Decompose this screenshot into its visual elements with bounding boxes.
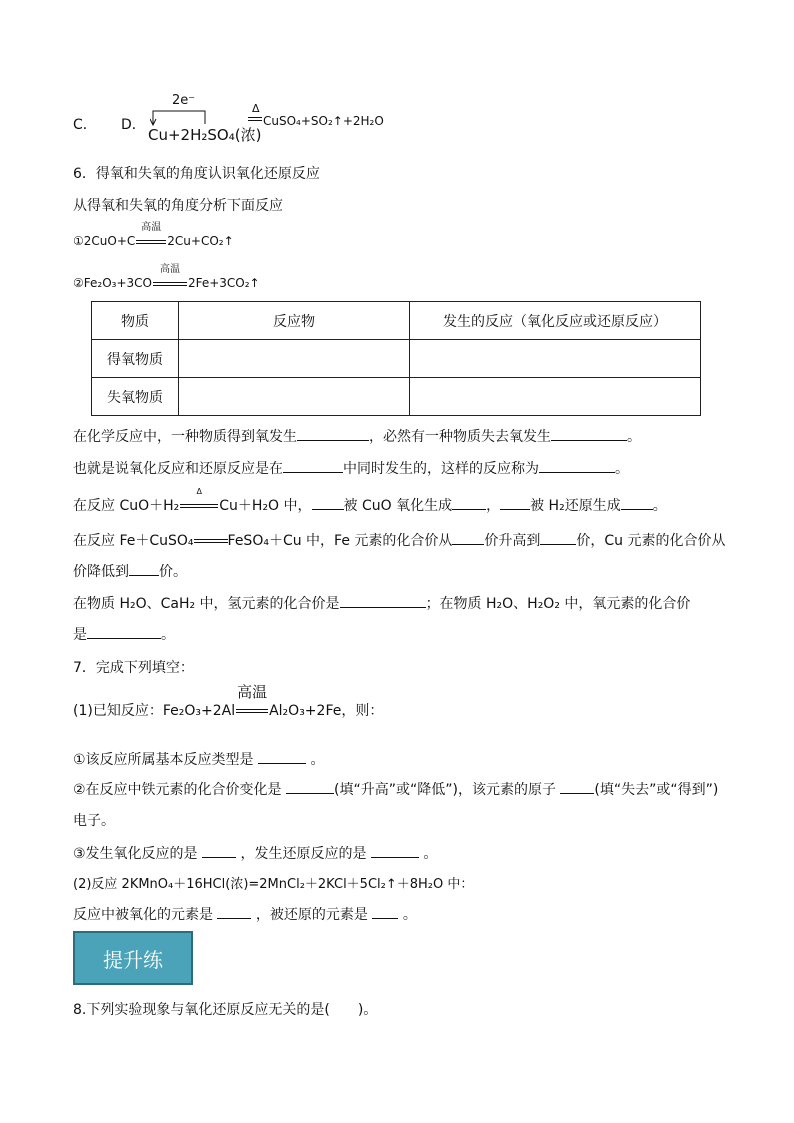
answer-blank[interactable] (217, 904, 251, 919)
table-header-row (92, 302, 701, 340)
answer-blank[interactable] (87, 624, 161, 639)
answer-blank[interactable] (621, 495, 653, 510)
answer-blank[interactable] (452, 530, 484, 545)
q7-sub-3: ③发生氧化反应的是 ，发生还原反应的是 。 (73, 843, 437, 863)
answer-blank[interactable] (551, 426, 627, 441)
table-cell[interactable] (410, 378, 701, 416)
q6-title: 6．得氧和失氧的角度认识氧化还原反应 (73, 166, 320, 182)
q7-sub-2: ②在反应中铁元素的化合价变化是 (填“升高”或“降低”)，该元素的原子 (填“失去”或“得到”) (73, 779, 718, 799)
answer-blank[interactable] (312, 495, 344, 510)
answer-blank[interactable] (202, 843, 236, 858)
q6-line-5: 价降低到 价。 (73, 561, 187, 581)
q6-line-6: 在物质 H₂O、CaH₂ 中，氢元素的化合价是 ；在物质 H₂O、H₂O₂ 中，氧元素的化合价 (73, 593, 690, 613)
answer-blank[interactable] (560, 779, 594, 794)
reaction-1: ①2CuO+C 高温 2Cu+CO₂↑ (73, 222, 234, 248)
q6-line-4: 在反应 Fe＋CuSO₄ FeSO₄＋Cu 中，Fe 元素的化合价从 价升高到 价，Cu 元素的化合价从 (73, 530, 726, 550)
answer-blank[interactable] (371, 843, 419, 858)
table-header: 发生的反应（氧化反应或还原反应） (410, 302, 701, 340)
answer-blank[interactable] (129, 561, 159, 576)
section-banner: 提升练 (73, 931, 193, 985)
q7-sub-1: ①该反应所属基本反应类型是 。 (73, 749, 324, 769)
answer-blank[interactable] (500, 495, 530, 510)
q8-question: 8.下列实验现象与氧化还原反应无关的是( )。 (73, 1002, 378, 1018)
table-header: 物质 (92, 302, 179, 340)
q6-intro: 从得氧和失氧的角度分析下面反应 (73, 198, 283, 214)
q5-equation-left: Cu+2H₂SO₄(浓) (148, 126, 262, 144)
answer-blank[interactable] (258, 749, 306, 764)
answer-blank[interactable] (452, 495, 486, 510)
oxygen-table (91, 301, 701, 416)
electron-transfer-label: 2e⁻ (172, 93, 196, 108)
answer-blank[interactable] (297, 426, 369, 441)
q6-line-1: 在化学反应中，一种物质得到氧发生 ，必然有一种物质失去氧发生 。 (73, 426, 641, 446)
answer-blank[interactable] (372, 904, 398, 919)
q5-option-d: D． (121, 117, 146, 133)
q7-part-2-question: 反应中被氧化的元素是 ，被还原的元素是 。 (73, 904, 417, 924)
table-row (92, 340, 701, 378)
answer-blank[interactable] (283, 458, 343, 473)
table-cell: 得氧物质 (92, 340, 179, 378)
table-cell[interactable] (179, 340, 410, 378)
q6-line-7: 是 。 (73, 624, 175, 644)
answer-blank[interactable] (286, 779, 334, 794)
q7-sub-2-cont: 电子。 (73, 813, 115, 829)
table-cell[interactable] (410, 340, 701, 378)
table-cell: 失氧物质 (92, 378, 179, 416)
q6-line-2: 也就是说氧化反应和还原反应是在 中同时发生的，这样的反应称为 。 (73, 458, 629, 478)
table-cell[interactable] (179, 378, 410, 416)
q7-part-1: (1)已知反应：Fe₂O₃+2Al 高温 Al₂O₃+2Fe，则： (73, 683, 384, 719)
table-row (92, 378, 701, 416)
q5-equation-right: CuSO₄+SO₂↑+2H₂O (263, 114, 384, 128)
q7-title: 7．完成下列填空： (73, 660, 194, 676)
answer-blank[interactable] (340, 593, 426, 608)
reaction-2: ②Fe₂O₃+3CO 高温 2Fe+3CO₂↑ (73, 264, 260, 290)
q7-part-2: (2)反应 2KMnO₄＋16HCl(浓)=2MnCl₂＋2KCl＋5Cl₂↑＋8H₂O 中： (73, 877, 474, 892)
q6-line-3: 在反应 CuO＋H₂ Δ Cu＋H₂O 中， 被 CuO 氧化生成 ， 被 H₂还原生成 。 (73, 487, 667, 514)
answer-blank[interactable] (540, 530, 576, 545)
q5-heat-symbol: Δ (252, 102, 260, 115)
answer-blank[interactable] (539, 458, 615, 473)
table-header: 反应物 (179, 302, 410, 340)
q5-option-c: C． (73, 117, 97, 133)
q5-equals (248, 117, 262, 121)
